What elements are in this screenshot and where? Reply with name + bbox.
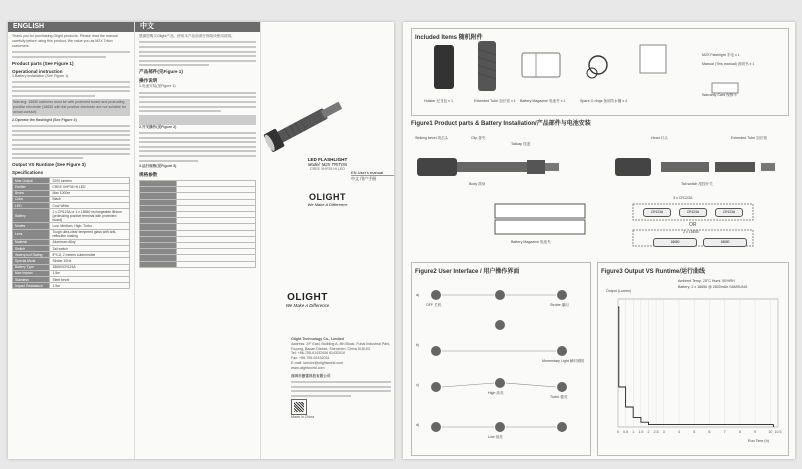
item-warranty: Warranty Card 保修卡 [702,93,738,97]
spec-value: 18650/CR123A [50,264,130,270]
spec-key: Impact Resistance [13,283,50,289]
step-b: b) [416,343,420,347]
cn-spec-table [139,180,256,268]
spec-value: 2200 lumens [50,178,130,184]
operation-heading: Operational instruction [12,68,63,74]
o-ring-image [589,56,607,74]
figure3-title: Figure3 Output VS Runtime/运行曲线 [601,269,706,275]
chart-ylabel: Output (Lumen) [606,289,632,293]
chart-x-tick: 10.5 [774,430,782,434]
chart-xlabel: Run Time (h) [748,439,769,443]
brand-logo: OLIGHT [309,192,346,202]
cover-led: CREE XHP35 HI LED [310,167,345,171]
cover-column [261,22,394,459]
label-tailcap: Tailcap 尾盖 [511,142,531,146]
back-slogan: We Make A Difference [285,303,330,308]
operate-heading: 2.Operate the flashlight (See Figure 2) [12,117,77,122]
mode-turbo: Turbo 极亮 [550,395,568,399]
cn-battery-heading: 1.电池安装(见Figure 1) [139,84,176,89]
chart-x-tick: 1 [632,430,635,434]
spec-key: Waterproof Rating [13,252,50,258]
step-d: d) [416,423,420,427]
label-battery-magazine: Battery Magazine 电池夹 [511,240,551,244]
item-extended-tube: Extended Tube 加长管 x 1 [474,99,516,103]
battery-install-heading: 1.Battery installation (See Figure 1) [12,73,69,78]
cn-switch-heading: 2.开关操作(见Figure 2) [139,124,177,129]
left-sheet [8,22,394,459]
cell-cr123a-2: CR123A [679,208,707,217]
chart-x-tick: 4 [677,430,680,434]
spec-value: Cool White [50,203,130,209]
cell-18650-1: 18650 [653,238,697,247]
cn-intro: 感谢您购买Olight产品，使用本产品前请仔细阅读使用说明。 [139,34,235,38]
label-body: Body 筒身 [469,182,486,186]
cover-model: Model: M2X TRITON [307,162,347,167]
qr-code [291,399,307,415]
cn-spec-heading: 规格参数 [139,172,158,178]
spec-key: Switch [13,245,50,251]
english-header: ENGLISH [8,22,134,32]
spec-key: Material [13,239,50,245]
chart-x-tick: 8 [738,430,741,434]
spec-value: Aluminum Alloy [50,239,130,245]
mode-momentary: Momentary Light 瞬时照明 [542,359,585,363]
company-address: Address: 2/F East, Building A, 8th Block, Fuhai Industrial Park, Fuyong, Baoan District, Shenzhen, China 518103 [291,341,391,351]
figure1-graphic [411,126,787,256]
manual-image [640,45,666,73]
spec-value: 1.5m [50,270,130,276]
item-holster: Holster 尼龙包 x 1 [424,99,453,103]
right-sheet [403,22,795,459]
chart-battery: Battery: 2 x 18650 @ 2600mAh SAMSUNG [678,285,748,289]
chinese-column [135,22,261,459]
figure2-panel [411,262,591,456]
spec-key: Battery Type [13,264,50,270]
spec-value: Low, Medium, High, Turbo [50,223,130,229]
spec-value: 2 x CR123A or 1 x 18650 rechargeable lithium (protruding positive terminal with protected board) [50,209,130,223]
company-web: www.olightworld.com [291,365,325,370]
chart-x-tick: 10 [768,430,773,434]
company-email: E-mail: service@olightworld.com [291,360,344,365]
mode-low: Low 低亮 [488,435,503,439]
figure2-title: Figure2 User Interface / 用户操作界面 [415,269,520,275]
step-c: c) [416,383,419,387]
cn-warning-box [139,115,256,125]
specifications-heading: Specifications [12,170,44,176]
chart-series-line [618,307,773,427]
battery-warning: Warning: 18650 batteries must be with protected board and protruding positive electrode (18650 with flat positive electrode are not suitable for actual contact). [12,99,130,115]
figure1-panel [411,118,787,258]
spec-key: Special Mode [13,258,50,264]
item-flashlight: M2X Flashlight 手电 x 1 [702,53,740,57]
spec-key: Modes [13,223,50,229]
spec-key: Stainless [13,276,50,282]
spec-row [13,209,130,223]
chart-x-tick: 1.5 [638,430,644,434]
company-info [291,337,391,420]
spec-value: IPX-8, 2 meters submersible [50,252,130,258]
spec-value: Tail switch [50,245,130,251]
chart-x-tick: 3 [662,430,665,434]
chart-x-tick: 5 [693,430,696,434]
back-brand-logo: OLIGHT [287,292,328,303]
label-3xcr123a: 3 x CR123A [673,196,693,200]
spec-key: Beam [13,190,50,196]
mode-strobe: Strobe 爆闪 [550,303,569,307]
spec-value: CREE XHP35 HI LED [50,184,130,190]
spec-key: Max Impact [13,270,50,276]
cover-title: LED FLASHLIGHT [307,157,348,162]
item-battery-magazine: Battery Magazine 电池夹 x 1 [520,99,566,103]
chart-x-tick: 7 [723,430,726,434]
item-manual: Manual (This manual) 说明书 x 1 [702,62,755,66]
manual-cn-label: 中文 用户手册 [351,176,377,181]
spec-key: Lens [13,229,50,239]
battery-magazine-image [522,53,560,77]
cell-cr123a-1: CR123A [643,208,671,217]
chart-plot-area [618,299,778,427]
included-items-panel [411,28,789,116]
step-a: a) [416,293,420,297]
company-tel: Tel: +86-755-61432006 61432010 [291,351,346,356]
label-tail-switch: Tail switch 尾按开关 [681,182,713,186]
spec-key: LED [13,203,50,209]
brand-slogan: We Make A Difference [307,202,348,207]
label-extended-tube: Extended Tube 加长管 [731,136,767,140]
flashlight-side-view [417,158,559,176]
spec-key: Emitter [13,184,50,190]
spec-table [12,177,130,289]
included-title: Included Items 随机附件 [415,35,483,41]
company-fax: Fax: +86-755-61432031 [291,356,330,361]
chart-ambient: Ambient Temp. 25°C Humi. 50%RH [678,279,735,283]
spec-key: Max Output [13,178,50,184]
cell-cr123a-3: CR123A [715,208,743,217]
spec-value: Steel bezel [50,276,130,282]
spec-key: Battery [13,209,50,223]
spec-value: Tough ultra-clear tempered glass with anti-reflective coating [50,229,130,239]
chart-x-tick: 2 [647,430,650,434]
label-or: OR [689,222,697,228]
warranty-card-image [712,83,738,93]
label-clip: Clip 背夹 [471,136,486,140]
output-runtime-heading: Output VS Runtime (See Figure 3) [12,162,86,168]
cn-company-name: 深圳市傲雷科技有限公司 [291,373,331,378]
flashlight-image [263,82,363,162]
chart-x-tick: 6 [708,430,711,434]
spec-value: Max 1000m [50,190,130,196]
spec-row [13,229,130,239]
spec-row [13,283,130,289]
chart-x-tick: 9 [754,430,757,434]
runtime-chart [598,263,788,455]
mode-high: High 高亮 [488,391,504,395]
label-head: Head 灯头 [651,136,668,140]
cn-parts-heading: 产品部件(见Figure 1) [139,69,183,75]
spec-value: Strobe 10Hz [50,258,130,264]
chart-x-tick: 0 [617,430,619,434]
label-2x18650: 2 x 18650 [683,230,699,234]
spec-value: Black [50,196,130,202]
chart-x-tick: 0.5 [623,430,629,434]
cn-runtime-heading: 3.运行规格(见Figure 3) [139,164,177,169]
figure1-title: Figure1 Product parts & Battery Installation/产品部件与电池安装 [411,121,591,127]
made-in-label: Made in China [291,415,315,420]
spec-value: 1.5m [50,283,130,289]
flashlight-exploded-view [615,158,775,176]
intro-text: Thank you for purchasing Olight products. Please read the manual carefully before using this product. We value you as M2X Triton customers. [12,34,118,48]
figure3-panel [597,262,789,456]
chart-x-tick: 2.5 [653,430,659,434]
label-striking-bezel: Striking bezel 攻击头 [415,136,449,140]
spec-key: Color [13,196,50,202]
company-name: Olight Technology Co., Limited [291,337,344,341]
holster-image [434,45,454,89]
product-parts-heading: Product parts (See Figure 1) [12,60,74,66]
cell-18650-2: 18650 [703,238,747,247]
battery-magazine-diagram [495,204,585,234]
manual-en-label: EN User's manual [351,170,394,176]
chinese-header: 中文 [135,22,260,32]
mode-off: OFF 关机 [426,303,442,307]
cn-operation-heading: 操作说明 [139,78,158,84]
english-column [8,22,135,459]
item-spare-orings: Spare O-rings 备用防水圈 x 4 [580,99,628,103]
